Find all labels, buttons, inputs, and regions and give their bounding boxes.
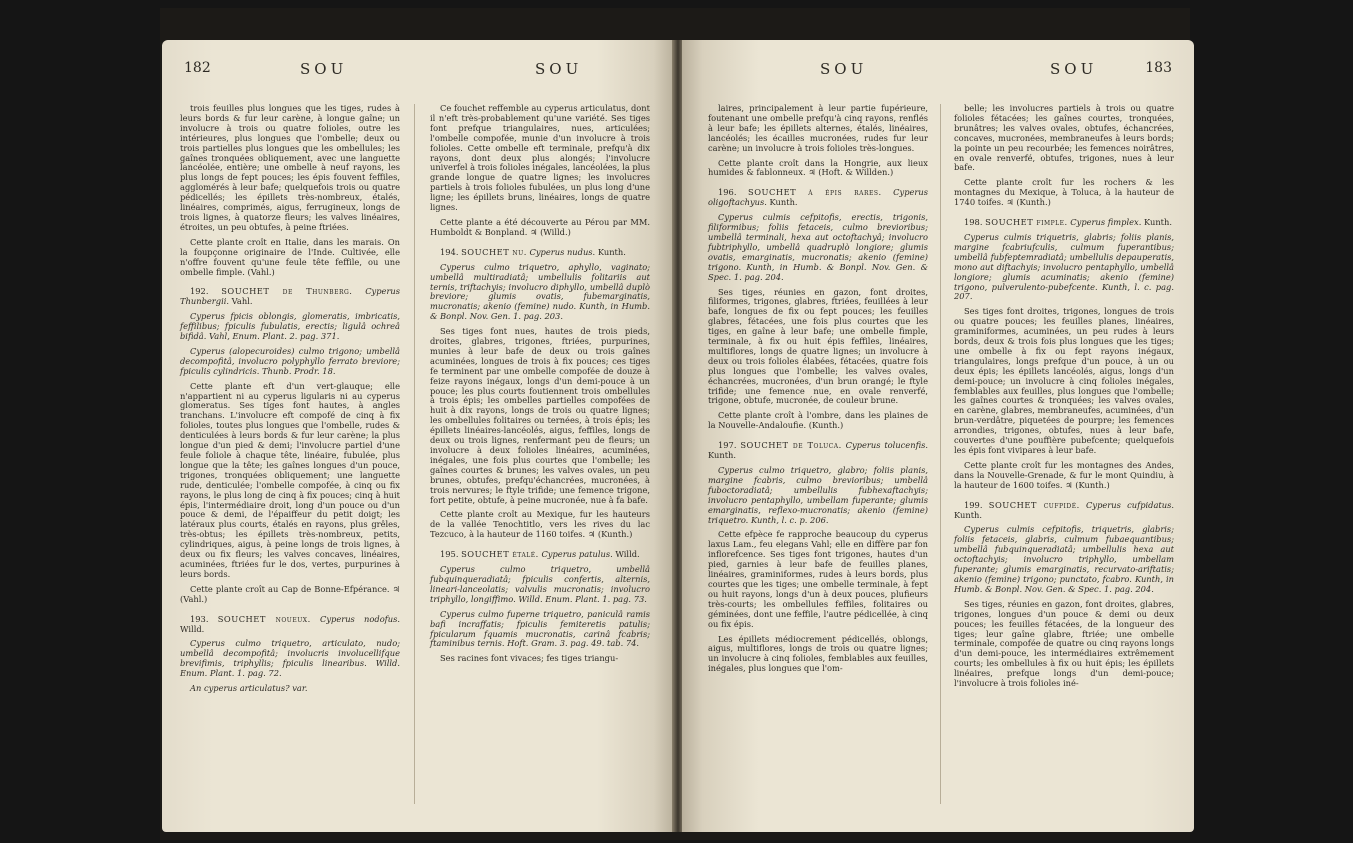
latin-description: Cyperus culmo triquetro, articulato, nudo; umbellâ decompofitâ; involucris involucellifque brevifimis, triphyllis; fpiculis linearibus. Willd. Enum. Plant. 1. pag. 72. — [180, 638, 400, 679]
entry-common-name: SOUCHET à épis rares. — [748, 187, 882, 198]
latin-description: Cyperus culmo triquetro, umbellâ fubquinqueradiatâ; fpiculis confertis, alternis, lineari-lanceolatis; valvulis mucronatis; involucro triphyllo, longiffimo. Willd. Enum. Plant. 1. pag. 73. — [430, 564, 650, 604]
left-page-column-1 — [180, 104, 400, 699]
species-entry-heading — [430, 248, 650, 258]
entry-latin-name: Cyperus patulus. — [541, 549, 613, 560]
right-page-column-2 — [954, 104, 1174, 694]
species-entry-heading — [708, 188, 928, 208]
left-running-head — [180, 60, 656, 82]
right-page-number: 183 — [1145, 60, 1172, 76]
right-head-title-1: SOU — [820, 60, 868, 78]
body-paragraph: Ce fouchet reffemble au cyperus articulatus, dont il n'eft très-probablement qu'une variété. Ses tiges font prefque triangulaires, nues, articulées; l'ombelle compofée, munie d'un involucre à trois folioles. Cette ombelle eft terminale, prefqu'à dix rayons, dont deux plus alongés; l'involucre univerfel à trois folioles inégales, lancéolées, la plus grande longue de quatre lignes; les involucres partiels à trois folioles fubulées, un plus long d'une ligne; les épillets bruns, linéaires, longs de quatre lignes. — [430, 103, 650, 213]
body-paragraph: Cette plante a été découverte au Pérou par MM. Humboldt & Bonpland. ♃ (Willd.) — [430, 216, 650, 237]
entry-common-name: SOUCHET nu. — [461, 246, 527, 257]
entry-author: Willd. — [615, 549, 640, 560]
entry-number: 194. — [440, 246, 459, 257]
entry-number: 198. — [964, 217, 983, 228]
entry-author: Kunth. — [769, 197, 798, 208]
body-paragraph: belle; les involucres partiels à trois ou quatre folioles fétacées; les gaînes courtes, tronquées, brunâtres; les valves ovales, obtufes, échancrées, concaves, mucronées, membraneufes à leurs bords; la pointe un peu recourbée; les femences noirâtres, en ovale renverfé, obtufes, trigones, nues à leur bafe. — [954, 103, 1174, 173]
entry-author: Kunth. — [597, 246, 626, 257]
body-paragraph: Ses tiges, réunies en gazon, font droites, glabres, trigones, longues d'un pouce & demi ou deux pouces; les feuilles fétacées, de la longueur des tiges; leur gaîne glabre, ftriée; une ombelle terminale, compofée de quatre ou cinq rayons longs d'un demi-pouce, les intermédiaires extrêmement courts; les ombellules à fix ou huit épis; les épillets linéaires, prefque longs d'un demi-pouce; l'involucre à trois folioles iné- — [954, 598, 1174, 689]
species-entry-heading — [430, 550, 650, 560]
entry-number: 195. — [440, 549, 459, 560]
right-page — [682, 40, 1194, 832]
entry-latin-name: Cyperus oligoftachyus. — [708, 187, 928, 208]
left-page-column-2 — [430, 104, 650, 669]
body-paragraph: Cette plante croît fur les rochers & les montagnes du Mexique, à Toluca, à la hauteur de 1740 toifes. ♃ (Kunth.) — [954, 177, 1174, 208]
entry-author: Kunth. — [1143, 217, 1173, 228]
latin-description: Cyperus culmo triquetro, glabro; foliis planis, margine fcabris, culmo brevioribus; umbellâ fuboctoradiatâ; umbellulis fubhexaftachyis; involucro pentaphyllo, umbellam fuperante; glumis emarginatis, reflexo-mucronatis; akenio (femine) triquetro. Kunth, l. c. p. 206. — [708, 465, 928, 525]
latin-description: Cyperus (alopecuroides) culmo trigono; umbellâ decompofitâ, involucro polyphyllo ferrato breviore; fpiculis cylindricis. Thunb. Prodr. 18. — [180, 345, 400, 376]
right-page-column-1 — [708, 104, 928, 679]
entry-common-name: SOUCHET fimple. — [985, 217, 1068, 228]
species-entry-heading — [954, 501, 1174, 521]
latin-description: Cyperus culmo fuperne triquetro, paniculâ ramis bafi incraffatis; fpiculis femiteretis patulis; fpicularum fquamis mucronatis, carinâ fcabris; ftaminibus ternis. Hoft. Gram. 3. pag. 49. tab. 74. — [430, 608, 650, 649]
body-paragraph: Cette plante croît fur les montagnes des Andes, dans la Nouvelle-Grenade, & fur le mont Quindiu, à la hauteur de 1600 toifes. ♃ (Kunth.) — [954, 459, 1174, 490]
left-page-number: 182 — [184, 60, 211, 76]
entry-latin-name: Cyperus cufpidatus. — [1086, 499, 1174, 510]
body-paragraph: Ses tiges font nues, hautes de trois pieds, droites, glabres, trigones, ftriées, purpurines, munies à leur bafe de deux ou trois gaînes acuminées, longues de trois à fix pouces; ces tiges fe terminent par une ombelle compofée de douze à feize rayons inégaux, longs d'un demi-pouce à un pouce; les plus courts foutiennent trois ombellules à trois épis; les ombelles partielles compofées de huit à dix rayons, longs de trois ou quatre lignes; les ombellules folitaires ou ternées, à trois épis; les épillets linéaires-lancéolés, aigus, feffiles, longs de deux ou trois lignes, renfermant peu de fleurs; un involucre à deux folioles linéaires, acuminées, inégales, une fois plus courtes que l'ombelle; les gaînes courtes & brunes; les valves ovales, un peu brunes, obtufes, prefqu'échancrées, mucronées, à trois nervures; le ftyle trifide; une femence trigone, fort petite, obtufe, à peine mucronée, nue à fa bafe. — [430, 326, 650, 505]
species-entry-heading — [954, 218, 1174, 228]
entry-common-name: SOUCHET étalé. — [461, 549, 539, 560]
left-head-title-1: SOU — [300, 60, 348, 78]
right-running-head — [700, 60, 1176, 82]
latin-description: Cyperus culmis triquetris, glabris; foliis planis, margine fcabriufculis, culmum fuperantibus; umbellâ fubfeptemradiatâ; umbellulis depauperatis, mono aut diftachyis; involucro pentaphyllo, umbellâ longiore; glumis acuminatis; akenio (femine) trigono, pulverulento-pubefcente. Kunth, l. c. pag. 207. — [954, 231, 1174, 302]
body-paragraph: Les épillets médiocrement pédicellés, oblongs, aigus, multiflores, longs de trois ou quatre lignes; un involucre à cinq folioles, femblables aux feuilles, inégales, plus longues que l'om- — [708, 633, 928, 674]
body-paragraph: Ses racines font vivaces; fes tiges triangu- — [440, 653, 619, 664]
body-paragraph: Cette plante croît au Cap de Bonne-Efpérance. ♃ (Vahl.) — [180, 583, 400, 604]
right-column-divider — [940, 104, 941, 804]
body-paragraph: trois feuilles plus longues que les tiges, rudes à leurs bords & fur leur carène, à longue gaîne; un involucre à trois ou quatre folioles, outre les intérieures, plus longues que l'ombelle; deux ou trois partielles plus longues que les ombellules; les gaînes tronquées obliquement, avec une languette lancéolée, entière; une ombelle à neuf rayons, les plus longs de fept pouces; les épis fouvent feffiles, agglomérés à leur bafe; quelquefois trois ou quatre pédicellés; les épillets très-nombreux, étalés, linéaires, comprimés, aigus, ferrugineux, longs de trois lignes, à quatorze fleurs; les valves linéaires, étroites, un peu obtufes, à peine ftriées. — [180, 103, 400, 232]
right-head-title-2: SOU — [1050, 60, 1098, 78]
body-paragraph: Cette plante eft d'un vert-glauque; elle n'appartient ni au cyperus ligularis ni au cyperus glomeratus. Ses tiges font hautes, à angles tranchans. L'involucre eft compofé de cinq à fix folioles, toutes plus longues que l'ombelle, rudes & denticulées à leurs bords & fur leur carène; la plus longue d'un pied & demi; l'involucre partiel d'une feule foliole à chaque tête, linéaire, fubulée, plus longue que la tête; les gaînes longues d'un pouce, trigones, tronquées obliquement; une languette rude, denticulée; l'ombelle compofée, à cinq ou fix rayons, le plus long de cinq à fix pouces; cinq à huit épis, l'intermédiaire droit, long d'un pouce ou d'un pouce & demi, de l'épaiffeur du petit doigt; les latéraux plus courts, étalés en rayons, plus grêles, très-obtus; les épillets très-nombreux, petits, cylindriques, aigus, à peine longs de trois lignes, à deux ou fix fleurs; les valves concaves, linéaires, acuminées, ftriées fur le dos, vertes, purpurines à leurs bords. — [180, 380, 400, 579]
body-paragraph: Cette plante croît à l'ombre, dans les plaines de la Nouvelle-Andaloufie. (Kunth.) — [708, 410, 928, 431]
left-column-divider — [414, 104, 415, 804]
entry-common-name: SOUCHET de Thunberg. — [221, 286, 353, 297]
entry-common-name: SOUCHET noueux. — [217, 613, 311, 624]
entry-latin-name: Cyperus tolucenfis. — [845, 440, 928, 451]
entry-number: 199. — [964, 499, 983, 510]
entry-number: 196. — [718, 187, 737, 198]
body-paragraph: Cette plante croît en Italie, dans les marais. On la foupçonne originaire de l'Inde. Cultivée, elle n'offre fouvent qu'une feule tête feffile, ou une ombelle fimple. (Vahl.) — [180, 236, 400, 277]
entry-number: 197. — [718, 440, 737, 451]
left-page — [162, 40, 674, 832]
latin-description: Cyperus culmis cefpitofis, triquetris, glabris; foliis fetaceis, glabris, culmum fubaequantibus; umbellâ fubquinqueradiatâ; umbellulis hexa aut octoftachyis; involucro triphyllo, umbellam fuperante; glumis emarginatis, recurvato-ariftatis; akenio (femine) trigono; punctato, fcabro. Kunth, in Humb. & Bonpl. Nov. Gen. & Spec. 1. pag. 204. — [954, 524, 1174, 594]
entry-author: Vahl. — [231, 296, 253, 307]
entry-common-name: SOUCHET de Toluca. — [740, 440, 842, 451]
species-entry-heading — [180, 287, 400, 307]
entry-author: Willd. — [180, 623, 205, 634]
latin-description: Cyperus culmo triquetro, aphyllo, vaginato; umbellâ multiradiatâ; umbellulis folitariis aut ternis, triftachyis; involucro diphyllo, umbellâ duplò breviore; glumis ovatis, fubemarginatis, mucronatis; akenio (femine) nudo. Kunth, in Humb. & Bonpl. Nov. Gen. 1. pag. 203. — [430, 261, 650, 322]
body-paragraph: Cette efpèce fe rapproche beaucoup du cyperus laxus Lam., feu elegans Vahl; elle en diffère par fon inflorefcence. Ses tiges font trigones, hautes d'un pied, garnies à leur bafe de feuilles planes, linéaires, graminiformes, rudes à leurs bords, plus courtes que les tiges; une ombelle terminale, à fept ou huit rayons, longs d'un à deux pouces, plufieurs très-courts; les ombellules feffiles, folitaires ou géminées, dont une feffile, l'autre pédicellée, à cinq ou fix épis. — [708, 529, 928, 629]
entry-latin-name: Cyperus Thunbergii. — [180, 286, 401, 307]
entry-author: Kunth. — [954, 509, 983, 520]
entry-number: 193. — [190, 613, 209, 624]
entry-latin-name: Cyperus nodofus. — [319, 613, 400, 624]
body-paragraph: laires, principalement à leur partie fupérieure, foutenant une ombelle prefqu'à cinq rayons, renflés à leur bafe; les épillets alternes, étalés, linéaires, lancéolés; les écailles mucronées, rudes fur leur carène; un involucre à trois folioles très-longues. — [708, 103, 928, 153]
species-entry-heading — [180, 615, 400, 635]
latin-description: An cyperus articulatus? var. — [190, 683, 308, 694]
body-paragraph: Cette plante croît au Mexique, fur les hauteurs de la vallée Tenochtitlo, vers les rives du lac Tezcuco, à la hauteur de 1160 toifes. ♃ (Kunth.) — [430, 509, 650, 540]
entry-latin-name: Cyperus nudus. — [529, 246, 596, 257]
entry-author: Kunth. — [708, 450, 737, 461]
body-paragraph: Cette plante croît dans la Hongrie, aux lieux humides & fablonneux. ♃ (Hoft. & Willden.) — [708, 157, 928, 178]
latin-description: Cyperus fpicis oblongis, glomeratis, imbricatis, feffilibus; fpiculis fubulatis, erectis; ligulâ ochreâ bifidâ. Vahl, Enum. Plant. 2. pag. 371. — [180, 311, 400, 342]
left-head-title-2: SOU — [535, 60, 583, 78]
latin-description: Cyperus culmis cefpitofis, erectis, trigonis, filiformibus; foliis fetaceis, culmo brevioribus; umbellâ terminali, hexa aut octoftachyâ; involucro fubtriphyllo, umbellâ quadruplò longiore; glumis ovatis, emarginatis, mucronatis; akenio (femine) trigono. Kunth, in Humb. & Bonpl. Nov. Gen. & Spec. 1. pag. 204. — [708, 212, 928, 282]
entry-latin-name: Cyperus fimplex. — [1070, 217, 1142, 228]
entry-common-name: SOUCHET cufpidé. — [988, 499, 1080, 510]
body-paragraph: Ses tiges, réunies en gazon, font droites, filiformes, trigones, glabres, ftriées, feuillées à leur bafe, longues de fix ou fept pouces; les feuilles glabres, fétacées, une fois plus courtes que les tiges, en gaîne à leur bafe; une ombelle fimple, terminale, à fix ou huit épis feffiles, linéaires, multiflores, longs de quatre lignes; un involucre à deux ou trois folioles élabées, fétacées, quatre fois plus longues que l'ombelle; les valves ovales, échancrées, mucronées, d'un brun orangé; le ftyle trifide; une femence nue, en ovale renverfé, trigone, obtufe, mucronée, de couleur brune. — [708, 286, 928, 406]
entry-number: 192. — [190, 286, 209, 297]
species-entry-heading — [708, 441, 928, 461]
body-paragraph: Ses tiges font droites, trigones, longues de trois ou quatre pouces; les feuilles planes, linéaires, graminiformes, acuminées, un peu rudes à leurs bords, deux & trois fois plus longues que les tiges; une ombelle à fix ou fept rayons inégaux, triangulaires, longs prefque d'un pouce, à un ou deux épis; les épillets lancéolés, aigus, longs d'un demi-pouce; un involucre à cinq folioles inégales, femblables aux feuilles, plus longues que l'ombelle; les gaînes courtes & tronquées; les valves ovales, en carène, glabres, membraneufes, acuminées, d'un brun-verdâtre, piquetées de pourpre; les femences arrondies, trigones, obtufes, nues à leur bafe, couvertes d'une pouffière pubefcente; quelquefois les épis font vivipares à leur bafe. — [954, 306, 1174, 455]
